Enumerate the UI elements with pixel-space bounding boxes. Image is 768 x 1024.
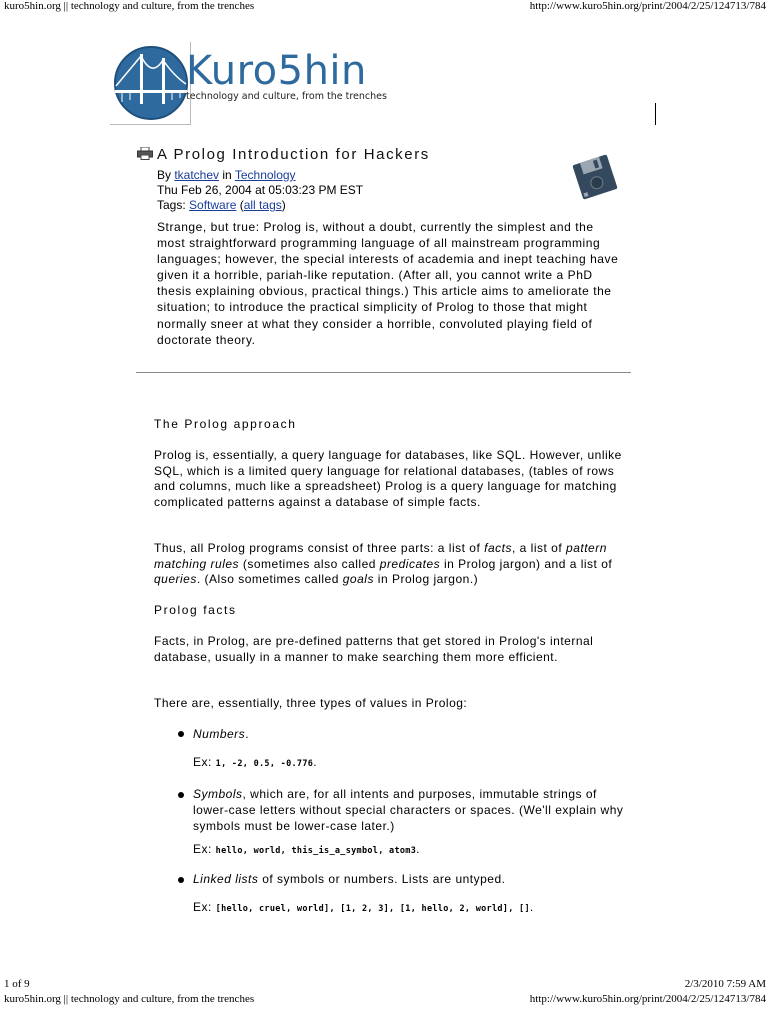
logo-tagline: technology and culture, from the trenches (186, 91, 387, 102)
example-linked-lists (193, 900, 534, 914)
example-end: . (416, 842, 420, 856)
article-date: Thu Feb 26, 2004 at 05:03:23 PM EST (157, 183, 364, 197)
list-text: of symbols or numbers. Lists are untyped. (258, 872, 506, 886)
example-label: Ex: (193, 842, 216, 856)
print-header-url: http://www.kuro5hin.org/print/2004/2/25/124713/784 (529, 0, 766, 12)
article-tags (157, 198, 286, 212)
p2-text: (sometimes also called (239, 556, 380, 571)
term-rules: pattern matching rules (154, 541, 607, 571)
all-tags-link[interactable]: all tags (243, 198, 282, 212)
heading-prolog-facts: Prolog facts (154, 603, 237, 617)
tag-link-software[interactable]: Software (189, 198, 237, 212)
example-code: hello, world, this_is_a_symbol, atom3 (215, 846, 417, 856)
term-predicates: predicates (379, 556, 441, 571)
term-facts: facts (484, 541, 512, 555)
logo-title: Kuro5hin (186, 48, 367, 94)
heading-prolog-approach: The Prolog approach (154, 417, 297, 431)
example-code: [hello, cruel, world], [1, 2, 3], [1, hello, 2, world], [] (215, 904, 530, 914)
print-footer-title: kuro5hin.org || technology and culture, from the trenches (4, 993, 255, 1005)
bullet (178, 877, 184, 883)
list-term: Numbers (193, 727, 246, 741)
list-term: Symbols (193, 787, 243, 801)
p2-text: Thus, all Prolog programs consist of three parts: a list of (154, 541, 485, 555)
text-cursor-mark (655, 103, 656, 125)
example-numbers (193, 755, 317, 769)
example-symbols (193, 842, 420, 856)
author-link[interactable]: tkatchev (174, 168, 220, 182)
term-goals: goals (342, 572, 374, 587)
list-item-numbers (193, 726, 633, 742)
list-item-linked-lists (193, 871, 633, 887)
print-footer-page: 1 of 9 (4, 978, 30, 990)
term-queries: queries (154, 572, 197, 587)
p2-text: in Prolog jargon.) (373, 572, 479, 587)
list-text: . (245, 727, 250, 741)
divider (136, 372, 631, 373)
example-end: . (313, 755, 318, 769)
tags-paren-open: ( (236, 198, 244, 212)
paragraph-approach: Prolog is, essentially, a query language for databases, like SQL. However, unlike SQL, which is a limited query language for relational databases, (tables of rows and columns, much like a spreadsheet) Prolog is a query language for matching complicated patterns against a database of simple facts. (154, 448, 622, 509)
article-intro: Strange, but true: Prolog is, without a doubt, currently the simplest and the most straightforward programming language of all mainstream programming languages; however, the special interests of academia and inept teaching have given it a horrible, pariah-like reputation. (After all, you cannot write a PhD thesis explaining obvious, practical things.) This article aims to ameliorate the situation; to introduce the practical simplicity of Prolog to those that might normally sneer at what they consider a horrible, convoluted playing field of doctorate theory. (157, 220, 619, 347)
p2-text: . (Also sometimes called (196, 572, 343, 587)
printer-icon[interactable] (137, 147, 153, 160)
article-byline (157, 168, 296, 182)
list-term: Linked lists (193, 872, 259, 886)
example-label: Ex: (193, 755, 216, 769)
byline-prefix: By (157, 168, 175, 182)
list-text: , which are, for all intents and purposes, immutable strings of lower-case letters without special characters or spaces. (We'll explain why symbols must be lower-case later.) (193, 787, 624, 833)
paragraph-facts: Facts, in Prolog, are pre-defined patterns that get stored in Prolog's internal database, usually in a manner to make searching them more efficient. (154, 634, 594, 664)
print-header-title: kuro5hin.org || technology and culture, from the trenches (4, 0, 255, 12)
p2-text: in Prolog jargon) and a list of (440, 556, 613, 571)
byline-in: in (219, 168, 235, 182)
paragraph-value-types: There are, essentially, three types of values in Prolog: (154, 696, 468, 710)
floppy-disk-icon (571, 153, 619, 201)
p2-text: , a list of (511, 541, 567, 555)
paragraph-three-parts (154, 541, 634, 588)
example-code: 1, -2, 0.5, -0.776 (215, 759, 314, 769)
bullet (178, 792, 184, 798)
bridge-logo-icon (112, 44, 190, 122)
tags-prefix: Tags: (157, 198, 190, 212)
article-title: A Prolog Introduction for Hackers (157, 146, 430, 163)
example-label: Ex: (193, 900, 216, 914)
section-link[interactable]: Technology (234, 168, 296, 182)
print-footer-date: 2/3/2010 7:59 AM (684, 978, 766, 990)
site-logo[interactable] (110, 42, 410, 132)
example-end: . (529, 900, 534, 914)
print-footer-url: http://www.kuro5hin.org/print/2004/2/25/124713/784 (529, 993, 766, 1005)
list-item-symbols (193, 786, 633, 834)
bullet (178, 731, 184, 737)
tags-paren-close: ) (281, 198, 286, 212)
